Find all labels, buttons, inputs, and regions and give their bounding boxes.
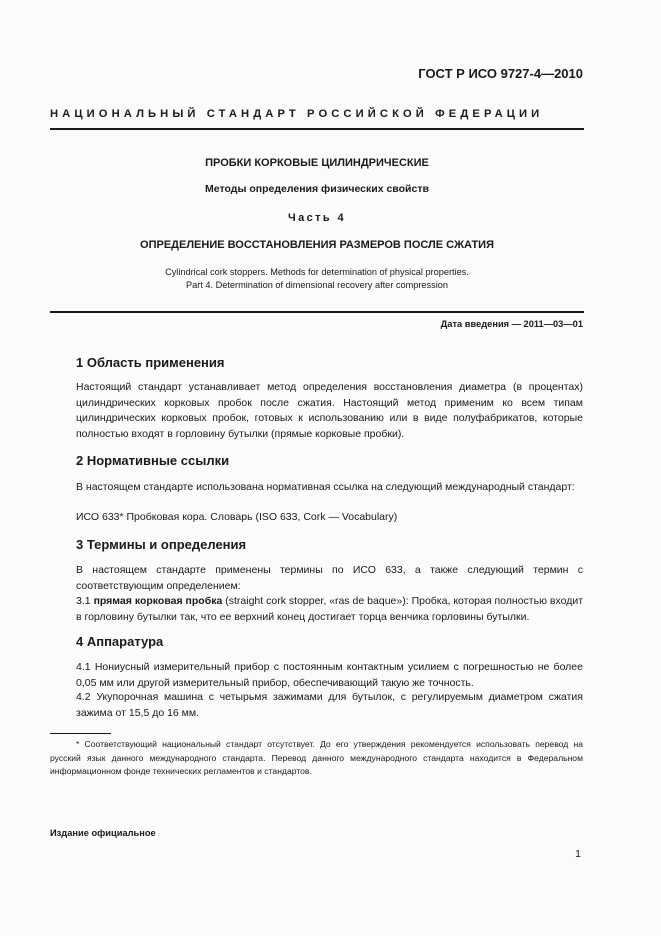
document-subtitle: Методы определения физических свойств	[205, 183, 429, 195]
part-title: ОПРЕДЕЛЕНИЕ ВОССТАНОВЛЕНИЯ РАЗМЕРОВ ПОСЛЕ СЖАТИЯ	[140, 239, 494, 251]
top-divider	[50, 128, 584, 130]
footnote-divider	[50, 733, 111, 734]
national-standard-title: НАЦИОНАЛЬНЫЙ СТАНДАРТ РОССИЙСКОЙ ФЕДЕРАЦИИ	[50, 108, 544, 120]
section-2-reference: ИСО 633* Пробковая кора. Словарь (ISO 633, Cork — Vocabulary)	[76, 511, 398, 523]
introduction-date: Дата введения — 2011—03—01	[440, 319, 583, 329]
term-definition: (straight cork stopper, «ras de baque»): Пробка, которая полностью входит в горловину бутылки так, что ее верхний конец достигает торца венчика горловины бутылки.	[76, 595, 584, 623]
section-2-heading: 2 Нормативные ссылки	[76, 453, 230, 468]
standard-number: ГОСТ Р ИСО 9727-4—2010	[418, 66, 583, 81]
section-1-heading: 1 Область применения	[76, 355, 225, 370]
section-1-text: Настоящий стандарт устанавливает метод определения восстановления диаметра (в процентах) цилиндрических корковых пробок после сжатия. Настоящий метод применим ко всем типам цилиндрических корковых пробок, готовых к использованию или в виде полуфабрикатов, которые полностью входят в горловину бутылки (прямые корковые пробки).	[76, 381, 583, 440]
term-number: 3.1	[76, 595, 91, 607]
title-divider	[50, 311, 584, 313]
english-title-line-2: Part 4. Determination of dimensional recovery after compression	[186, 280, 448, 290]
part-label: Часть 4	[287, 212, 347, 224]
edition-label: Издание официальное	[50, 828, 156, 838]
section-3-text: В настоящем стандарте применены термины по ИСО 633, а также следующий термин с соответствующим определением:	[76, 564, 583, 592]
section-3-heading: 3 Термины и определения	[76, 537, 247, 552]
section-2-text: В настоящем стандарте использована нормативная ссылка на следующий международный стандарт:	[76, 481, 575, 493]
section-3-term	[76, 594, 583, 625]
page-number: 1	[575, 848, 581, 860]
term-name: прямая корковая пробка	[93, 595, 223, 607]
section-4-item-1: 4.1 Нониусный измерительный прибор с постоянным контактным усилием с погрешностью не более 0,05 мм или другой измерительный прибор, обеспечивающий такую же точность.	[76, 661, 583, 689]
section-4-heading: 4 Аппаратура	[76, 634, 164, 649]
section-4-item-2: 4.2 Укупорочная машина с четырьмя зажимами для бутылок, с регулируемым диаметром сжатия зажима от 15,5 до 16 мм.	[76, 691, 583, 719]
document-title: ПРОБКИ КОРКОВЫЕ ЦИЛИНДРИЧЕСКИЕ	[205, 157, 429, 169]
english-title-line-1: Cylindrical cork stoppers. Methods for determination of physical properties.	[165, 267, 469, 277]
footnote: * Соответствующий национальный стандарт отсутствует. До его утверждения рекомендуется использовать перевод на русский язык данного международного стандарта. Перевод данного международного стандарта находится в Федеральном информационном фонде технических регламентов и стандартов.	[50, 739, 583, 776]
